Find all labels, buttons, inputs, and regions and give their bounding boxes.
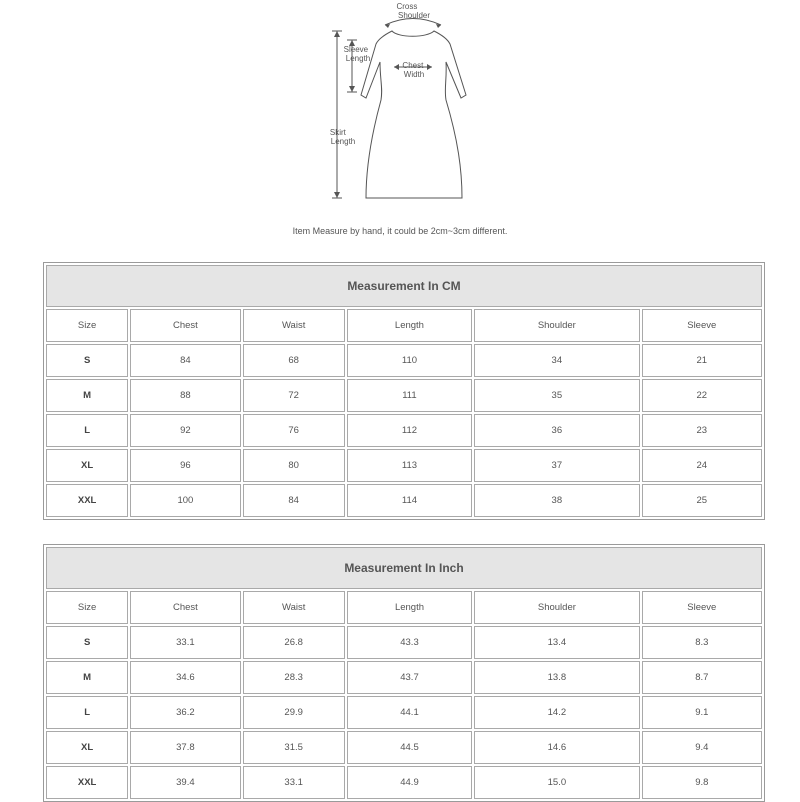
- size-cell: S: [46, 344, 128, 377]
- waist-cell: 68: [243, 344, 345, 377]
- sleeve-cell: 25: [642, 484, 762, 517]
- waist-cell: 80: [243, 449, 345, 482]
- shoulder-cell: 34: [474, 344, 639, 377]
- length-cell: 111: [347, 379, 472, 412]
- shoulder-cell: 35: [474, 379, 639, 412]
- sleeve-cell: 9.4: [642, 731, 762, 764]
- table-row: [46, 484, 762, 517]
- waist-cell: 29.9: [243, 696, 345, 729]
- column-header-sleeve: Sleeve: [642, 309, 762, 342]
- sleeve-cell: 8.3: [642, 626, 762, 659]
- waist-cell: 33.1: [243, 766, 345, 799]
- sleeve-cell: 22: [642, 379, 762, 412]
- sleeve-cell: 8.7: [642, 661, 762, 694]
- chest-cell: 100: [130, 484, 240, 517]
- shoulder-cell: 14.6: [474, 731, 639, 764]
- table-row: [46, 766, 762, 799]
- table-row: [46, 731, 762, 764]
- length-cell: 43.7: [347, 661, 472, 694]
- column-header-sleeve: Sleeve: [642, 591, 762, 624]
- measurement-table-cm: [43, 262, 765, 520]
- table-title: Measurement In CM: [46, 265, 762, 307]
- size-cell: S: [46, 626, 128, 659]
- sleeve-cell: 9.1: [642, 696, 762, 729]
- shoulder-cell: 36: [474, 414, 639, 447]
- table-row: [46, 449, 762, 482]
- size-cell: L: [46, 414, 128, 447]
- chest-cell: 96: [130, 449, 240, 482]
- chest-cell: 39.4: [130, 766, 240, 799]
- column-header-shoulder: Shoulder: [474, 591, 639, 624]
- label-skirt-length: Skirt Length: [329, 128, 356, 146]
- sleeve-cell: 24: [642, 449, 762, 482]
- column-header-chest: Chest: [130, 591, 240, 624]
- length-cell: 114: [347, 484, 472, 517]
- length-cell: 44.1: [347, 696, 472, 729]
- waist-cell: 72: [243, 379, 345, 412]
- label-chest-width: Chest Width: [402, 61, 425, 79]
- shoulder-cell: 15.0: [474, 766, 639, 799]
- chest-cell: 37.8: [130, 731, 240, 764]
- length-cell: 112: [347, 414, 472, 447]
- dress-measurement-diagram: [0, 0, 800, 225]
- chest-cell: 36.2: [130, 696, 240, 729]
- waist-cell: 28.3: [243, 661, 345, 694]
- column-header-size: Size: [46, 309, 128, 342]
- measurement-table-inch: [43, 544, 765, 802]
- dress-outline: [361, 31, 466, 198]
- length-cell: 113: [347, 449, 472, 482]
- shoulder-cell: 38: [474, 484, 639, 517]
- chest-cell: 34.6: [130, 661, 240, 694]
- table-title: Measurement In Inch: [46, 547, 762, 589]
- table-row: [46, 661, 762, 694]
- shoulder-cell: 14.2: [474, 696, 639, 729]
- sleeve-cell: 9.8: [642, 766, 762, 799]
- length-cell: 43.3: [347, 626, 472, 659]
- size-cell: XXL: [46, 766, 128, 799]
- length-cell: 44.9: [347, 766, 472, 799]
- length-cell: 44.5: [347, 731, 472, 764]
- size-cell: L: [46, 696, 128, 729]
- column-header-waist: Waist: [243, 309, 345, 342]
- waist-cell: 31.5: [243, 731, 345, 764]
- shoulder-cell: 13.8: [474, 661, 639, 694]
- column-header-waist: Waist: [243, 591, 345, 624]
- table-row: [46, 696, 762, 729]
- label-cross-shoulder: Cross Shoulder: [396, 2, 431, 20]
- sleeve-cell: 21: [642, 344, 762, 377]
- waist-cell: 76: [243, 414, 345, 447]
- size-cell: XXL: [46, 484, 128, 517]
- column-header-shoulder: Shoulder: [474, 309, 639, 342]
- size-cell: XL: [46, 449, 128, 482]
- table-row: [46, 414, 762, 447]
- column-header-size: Size: [46, 591, 128, 624]
- column-header-length: Length: [347, 309, 472, 342]
- chest-cell: 88: [130, 379, 240, 412]
- column-header-length: Length: [347, 591, 472, 624]
- label-sleeve-length: Sleeve Length: [343, 45, 371, 63]
- chest-cell: 92: [130, 414, 240, 447]
- shoulder-cell: 13.4: [474, 626, 639, 659]
- chest-cell: 33.1: [130, 626, 240, 659]
- size-cell: M: [46, 379, 128, 412]
- column-header-chest: Chest: [130, 309, 240, 342]
- size-cell: M: [46, 661, 128, 694]
- size-cell: XL: [46, 731, 128, 764]
- sleeve-cell: 23: [642, 414, 762, 447]
- chest-cell: 84: [130, 344, 240, 377]
- waist-cell: 26.8: [243, 626, 345, 659]
- table-row: [46, 379, 762, 412]
- table-row: [46, 626, 762, 659]
- shoulder-cell: 37: [474, 449, 639, 482]
- waist-cell: 84: [243, 484, 345, 517]
- table-row: [46, 344, 762, 377]
- length-cell: 110: [347, 344, 472, 377]
- measure-note: Item Measure by hand, it could be 2cm~3cm different.: [292, 226, 508, 236]
